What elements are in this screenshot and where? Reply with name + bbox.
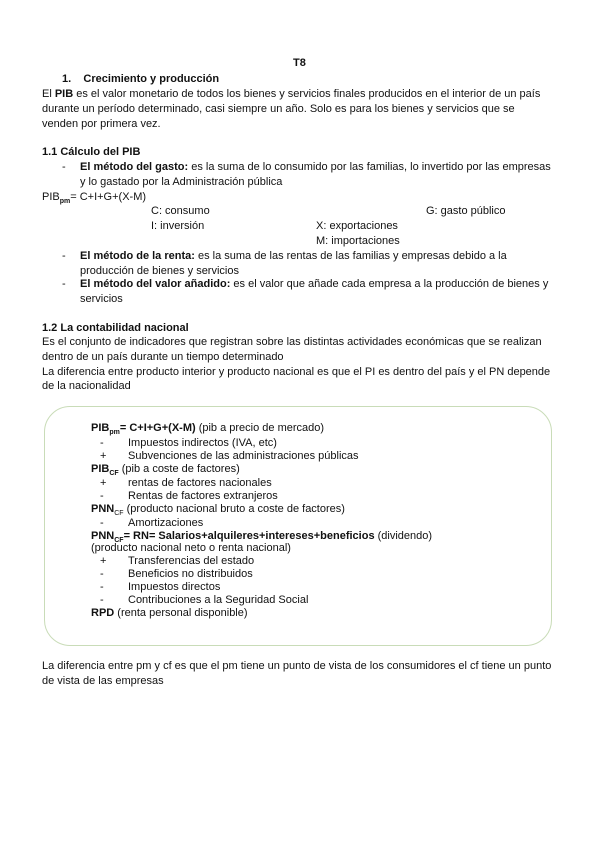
pib-formula-sub: pm xyxy=(59,198,71,205)
box-pibcf-lhs: PIB xyxy=(91,463,110,475)
box-pibcf-sub: CF xyxy=(109,470,119,477)
box-rpd xyxy=(91,606,248,621)
intro-pib: PIB xyxy=(54,88,74,100)
bullet-valor-text: es el valor que añade cada empresa a la producción de bienes y xyxy=(230,278,549,290)
pib-formula xyxy=(42,190,146,209)
bullet-marker: - xyxy=(62,250,66,262)
sec12-line-1: Es el conjunto de indicadores que registran sobre las distintas actividades económicas que se realizan xyxy=(42,336,542,348)
sec12-line-4: de la nacionalidad xyxy=(42,380,131,392)
box-line-marker: - xyxy=(100,568,104,580)
box-pnncf-note: (dividendo) xyxy=(374,530,433,542)
intro-pre: El xyxy=(42,88,55,100)
box-pnncf-line-2: (producto nacional neto o renta nacional) xyxy=(91,542,291,554)
box-pibpm-lhs: PIB xyxy=(91,422,110,434)
box-line-marker: - xyxy=(100,437,104,449)
intro-text-1: es el valor monetario de todos los bienes y servicios finales producidos en el interior de un país xyxy=(73,88,541,100)
bullet-renta-line-1 xyxy=(62,249,507,264)
box-line-marker: - xyxy=(100,490,104,502)
var-consumo: C: consumo xyxy=(151,205,210,217)
box-pnn-note: (producto nacional bruto a coste de factores) xyxy=(123,503,345,515)
box-line-text: Contribuciones a la Seguridad Social xyxy=(128,594,309,606)
var-exportaciones: X: exportaciones xyxy=(316,220,398,232)
bullet-renta-text: es la suma de las rentas de las familias y empresas debido a la xyxy=(194,250,507,262)
bullet-marker: - xyxy=(62,161,66,173)
box-rpd-note: (renta personal disponible) xyxy=(114,607,248,619)
box-pnncf-lhs: PNN xyxy=(91,530,115,542)
section-1-1-heading: 1.1 Cálculo del PIB xyxy=(42,146,141,158)
box-line-marker: + xyxy=(100,555,107,567)
bullet-renta-line-2: producción de bienes y servicios xyxy=(80,265,239,277)
bullet-renta-title: El método de la renta: xyxy=(80,250,195,262)
box-pnn-lhs: PNN xyxy=(91,503,115,515)
section-1-title: Crecimiento y producción xyxy=(83,73,220,85)
pib-formula-lhs: PIB xyxy=(42,191,60,203)
bullet-gasto-title: El método del gasto: xyxy=(80,161,189,173)
box-line-text: Amortizaciones xyxy=(128,517,204,529)
section-1-heading xyxy=(62,72,219,87)
closing-line-1: La diferencia entre pm y cf es que el pm tiene un punto de vista de los consumidores el cf tiene un punto xyxy=(42,660,552,672)
box-line-text: Impuestos directos xyxy=(128,581,221,593)
var-gasto-publico: G: gasto público xyxy=(426,205,506,217)
bullet-valor-title: El método del valor añadido: xyxy=(80,278,231,290)
closing-line-2: de vista de las empresas xyxy=(42,675,164,687)
box-pnn-sub: CF xyxy=(114,510,124,517)
box-line-text: Rentas de factores extranjeros xyxy=(128,490,278,502)
var-inversion: I: inversión xyxy=(151,220,205,232)
box-pibpm-sub: pm xyxy=(109,429,120,436)
box-pnncf-formula: = RN= Salarios+alquileres+intereses+beneficios xyxy=(123,530,375,542)
intro-line-2: durante un período determinado, casi siempre un año. Solo es para los bienes y servicios que se xyxy=(42,103,515,115)
intro-line-1 xyxy=(42,87,540,102)
bullet-gasto-line-2: y lo gastado por la Administración pública xyxy=(80,176,283,188)
box-pibcf-note: (pib a coste de factores) xyxy=(118,463,240,475)
box-line-marker: - xyxy=(100,594,104,606)
box-line-text: Transferencias del estado xyxy=(128,555,255,567)
pib-formula-rhs: = C+I+G+(X-M) xyxy=(70,191,147,203)
bullet-marker: - xyxy=(62,278,66,290)
page-title: T8 xyxy=(293,57,306,69)
box-line-text: rentas de factores nacionales xyxy=(128,477,272,489)
sec12-line-2: dentro de un país durante un tiempo determinado xyxy=(42,351,284,363)
box-line-marker: - xyxy=(100,581,104,593)
bullet-valor-line-2: servicios xyxy=(80,293,123,305)
box-pibpm-formula: = C+I+G+(X-M) xyxy=(119,422,196,434)
box-pibpm-note: (pib a precio de mercado) xyxy=(195,422,325,434)
bullet-valor-line-1 xyxy=(62,277,548,292)
section-1-2-heading: 1.2 La contabilidad nacional xyxy=(42,322,189,334)
box-pnncf-sub: CF xyxy=(114,537,124,544)
box-line-text: Impuestos indirectos (IVA, etc) xyxy=(128,437,277,449)
bullet-gasto-text: es la suma de lo consumido por las familias, lo invertido por las empresas xyxy=(188,161,551,173)
box-rpd-lhs: RPD xyxy=(91,607,115,619)
box-line-marker: - xyxy=(100,517,104,529)
section-1-number: 1. xyxy=(62,73,72,85)
intro-line-3: venden por primera vez. xyxy=(42,118,161,130)
box-line-text: Beneficios no distribuidos xyxy=(128,568,253,580)
sec12-line-3: La diferencia entre producto interior y producto nacional es que el PI es dentro del país y el PN depende xyxy=(42,366,551,378)
box-line-marker: + xyxy=(100,450,107,462)
bullet-gasto-line-1 xyxy=(62,160,551,175)
box-line-marker: + xyxy=(100,477,107,489)
var-importaciones: M: importaciones xyxy=(316,235,400,247)
box-line-text: Subvenciones de las administraciones públicas xyxy=(128,450,359,462)
